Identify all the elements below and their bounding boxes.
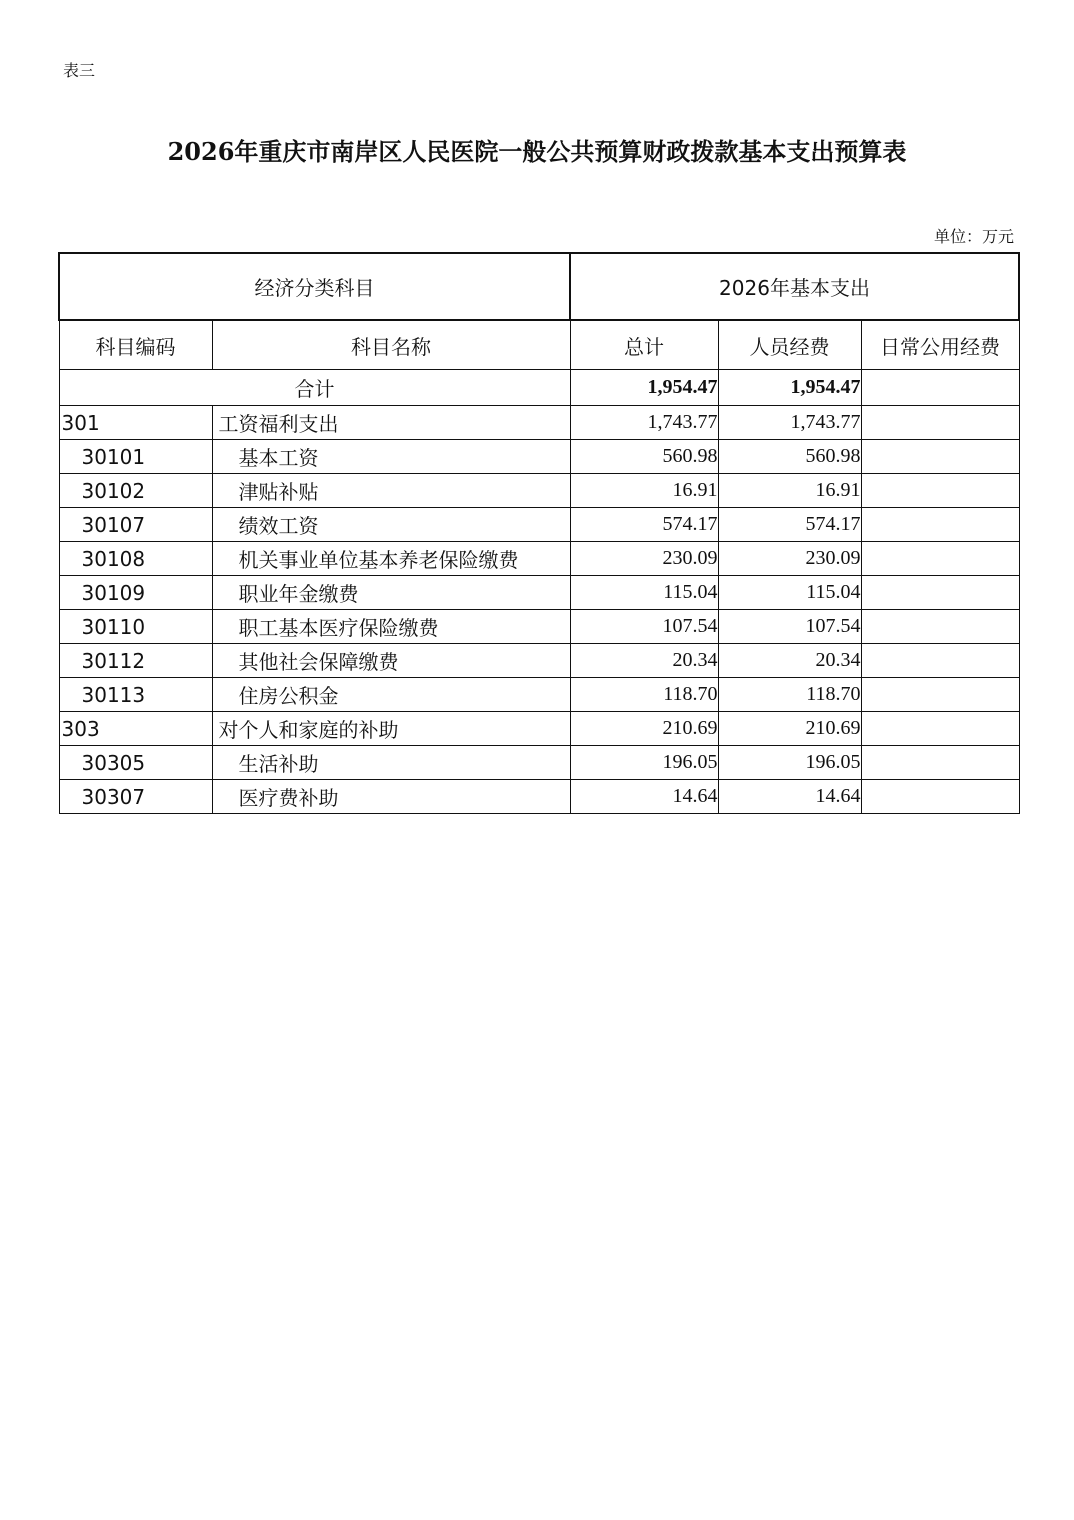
header-personnel: 人员经费 xyxy=(718,320,861,370)
row-code: 30112 xyxy=(59,644,212,678)
row-total: 574.17 xyxy=(570,508,718,542)
row-public xyxy=(861,576,1019,610)
header-row-group xyxy=(59,253,1019,320)
header-row-columns xyxy=(59,320,1019,370)
row-public xyxy=(861,644,1019,678)
row-public xyxy=(861,712,1019,746)
table-row xyxy=(59,542,1019,576)
row-name: 职工基本医疗保险缴费 xyxy=(212,610,570,644)
row-personnel: 196.05 xyxy=(718,746,861,780)
row-name: 对个人和家庭的补助 xyxy=(212,712,570,746)
row-public xyxy=(861,406,1019,440)
row-code: 30305 xyxy=(59,746,212,780)
total-public xyxy=(861,370,1019,406)
row-personnel: 118.70 xyxy=(718,678,861,712)
row-name: 津贴补贴 xyxy=(212,474,570,508)
header-economic-category: 经济分类科目 xyxy=(59,253,570,320)
table-row xyxy=(59,474,1019,508)
row-total: 210.69 xyxy=(570,712,718,746)
row-personnel: 107.54 xyxy=(718,610,861,644)
header-basic-expenditure: 2026年基本支出 xyxy=(570,253,1019,320)
budget-table xyxy=(58,252,1020,814)
header-total: 总计 xyxy=(570,320,718,370)
row-public xyxy=(861,474,1019,508)
row-total: 107.54 xyxy=(570,610,718,644)
row-code: 30307 xyxy=(59,780,212,814)
row-total: 230.09 xyxy=(570,542,718,576)
row-public xyxy=(861,542,1019,576)
row-total: 196.05 xyxy=(570,746,718,780)
total-row xyxy=(59,370,1019,406)
row-personnel: 210.69 xyxy=(718,712,861,746)
row-public xyxy=(861,508,1019,542)
row-name: 住房公积金 xyxy=(212,678,570,712)
row-total: 560.98 xyxy=(570,440,718,474)
row-name: 其他社会保障缴费 xyxy=(212,644,570,678)
table-row xyxy=(59,508,1019,542)
row-name: 医疗费补助 xyxy=(212,780,570,814)
page-title: 2026年重庆市南岸区人民医院一般公共预算财政拨款基本支出预算表 xyxy=(167,137,907,166)
row-code: 30102 xyxy=(59,474,212,508)
row-personnel: 560.98 xyxy=(718,440,861,474)
row-total: 20.34 xyxy=(570,644,718,678)
table-row xyxy=(59,644,1019,678)
header-public: 日常公用经费 xyxy=(861,320,1019,370)
row-total: 115.04 xyxy=(570,576,718,610)
table-row xyxy=(59,712,1019,746)
total-personnel: 1,954.47 xyxy=(718,370,861,406)
row-name: 基本工资 xyxy=(212,440,570,474)
row-personnel: 14.64 xyxy=(718,780,861,814)
row-public xyxy=(861,678,1019,712)
table-row xyxy=(59,746,1019,780)
row-name: 工资福利支出 xyxy=(212,406,570,440)
sheet-label: 表三 xyxy=(63,61,96,80)
total-total: 1,954.47 xyxy=(570,370,718,406)
row-personnel: 115.04 xyxy=(718,576,861,610)
row-personnel: 574.17 xyxy=(718,508,861,542)
row-code: 30113 xyxy=(59,678,212,712)
row-code: 303 xyxy=(59,712,212,746)
row-code: 30109 xyxy=(59,576,212,610)
header-code: 科目编码 xyxy=(59,320,212,370)
row-public xyxy=(861,746,1019,780)
row-personnel: 20.34 xyxy=(718,644,861,678)
total-label: 合计 xyxy=(59,370,570,406)
table-row xyxy=(59,780,1019,814)
row-total: 16.91 xyxy=(570,474,718,508)
table-row xyxy=(59,610,1019,644)
row-name: 机关事业单位基本养老保险缴费 xyxy=(212,542,570,576)
row-personnel: 16.91 xyxy=(718,474,861,508)
table-row xyxy=(59,440,1019,474)
row-personnel: 230.09 xyxy=(718,542,861,576)
row-name: 生活补助 xyxy=(212,746,570,780)
row-name: 绩效工资 xyxy=(212,508,570,542)
table-row xyxy=(59,678,1019,712)
row-code: 30108 xyxy=(59,542,212,576)
row-name: 职业年金缴费 xyxy=(212,576,570,610)
row-public xyxy=(861,610,1019,644)
row-code: 30107 xyxy=(59,508,212,542)
table-row xyxy=(59,576,1019,610)
row-code: 30101 xyxy=(59,440,212,474)
header-name: 科目名称 xyxy=(212,320,570,370)
row-total: 14.64 xyxy=(570,780,718,814)
row-total: 1,743.77 xyxy=(570,406,718,440)
row-personnel: 1,743.77 xyxy=(718,406,861,440)
row-total: 118.70 xyxy=(570,678,718,712)
row-public xyxy=(861,440,1019,474)
table-row xyxy=(59,406,1019,440)
row-code: 301 xyxy=(59,406,212,440)
row-public xyxy=(861,780,1019,814)
row-code: 30110 xyxy=(59,610,212,644)
unit-label: 单位：万元 xyxy=(933,227,1014,246)
